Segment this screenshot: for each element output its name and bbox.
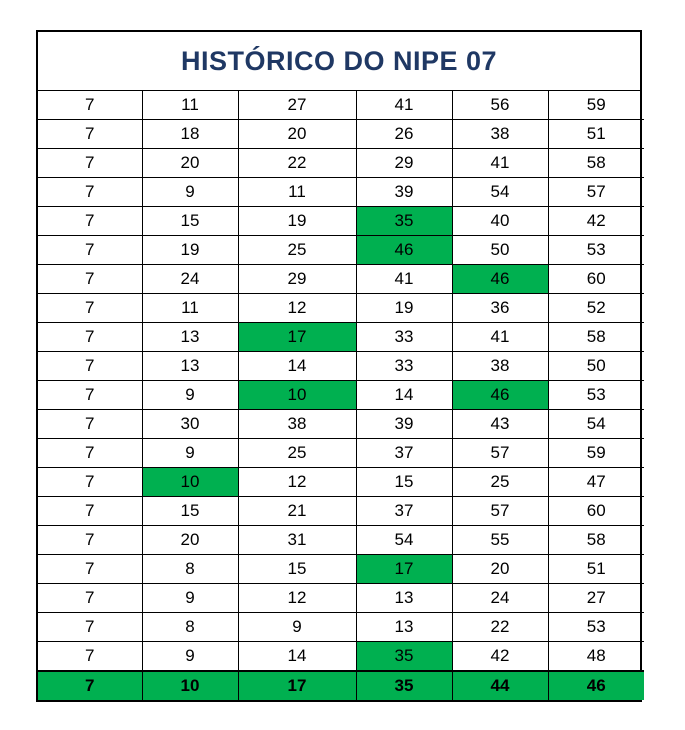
table-cell: 55: [452, 526, 548, 555]
table-row: [38, 120, 644, 149]
table-cell: 7: [38, 352, 142, 381]
table-cell: 9: [142, 381, 238, 410]
table-row: [38, 91, 644, 120]
table-cell: 7: [38, 149, 142, 178]
table-cell: 26: [356, 120, 452, 149]
table-cell: 53: [548, 236, 644, 265]
total-cell: 7: [38, 671, 142, 700]
table-cell: 14: [238, 352, 356, 381]
table-row: [38, 265, 644, 294]
table-cell: 7: [38, 642, 142, 672]
table-row: [38, 439, 644, 468]
table-cell: 9: [142, 178, 238, 207]
table-cell: 9: [238, 613, 356, 642]
total-cell: 44: [452, 671, 548, 700]
table-cell: 11: [238, 178, 356, 207]
table-cell: 9: [142, 642, 238, 672]
table-cell: 39: [356, 410, 452, 439]
table-cell: 36: [452, 294, 548, 323]
table-row: [38, 323, 644, 352]
table-cell: 15: [142, 207, 238, 236]
total-cell: 35: [356, 671, 452, 700]
table-row: [38, 410, 644, 439]
table-cell: 18: [142, 120, 238, 149]
table-cell: 13: [142, 352, 238, 381]
table-cell: 7: [38, 120, 142, 149]
table-cell: 41: [452, 149, 548, 178]
table-cell: 7: [38, 497, 142, 526]
table-cell: 60: [548, 265, 644, 294]
table-cell: 58: [548, 149, 644, 178]
table-row: [38, 178, 644, 207]
highlighted-cell: 35: [356, 642, 452, 672]
table-cell: 7: [38, 613, 142, 642]
highlighted-cell: 17: [356, 555, 452, 584]
table-cell: 7: [38, 439, 142, 468]
table-cell: 41: [356, 91, 452, 120]
table-cell: 42: [548, 207, 644, 236]
table-cell: 33: [356, 323, 452, 352]
table-row: [38, 555, 644, 584]
table-cell: 11: [142, 294, 238, 323]
table-row: [38, 642, 644, 672]
table-cell: 25: [452, 468, 548, 497]
table-cell: 37: [356, 439, 452, 468]
table-cell: 52: [548, 294, 644, 323]
table-cell: 57: [452, 497, 548, 526]
total-cell: 46: [548, 671, 644, 700]
table-cell: 7: [38, 265, 142, 294]
highlighted-cell: 10: [142, 468, 238, 497]
table-cell: 38: [452, 352, 548, 381]
table-cell: 24: [452, 584, 548, 613]
history-sheet: [36, 30, 642, 702]
table-cell: 20: [142, 149, 238, 178]
table-cell: 7: [38, 381, 142, 410]
table-cell: 7: [38, 584, 142, 613]
table-cell: 53: [548, 613, 644, 642]
table-cell: 59: [548, 439, 644, 468]
table-row: [38, 584, 644, 613]
table-cell: 43: [452, 410, 548, 439]
table-cell: 39: [356, 178, 452, 207]
table-row: [38, 207, 644, 236]
table-cell: 7: [38, 468, 142, 497]
table-cell: 21: [238, 497, 356, 526]
table-cell: 24: [142, 265, 238, 294]
table-cell: 20: [142, 526, 238, 555]
highlighted-cell: 35: [356, 207, 452, 236]
table-cell: 56: [452, 91, 548, 120]
table-cell: 51: [548, 120, 644, 149]
table-cell: 58: [548, 526, 644, 555]
table-cell: 7: [38, 236, 142, 265]
table-cell: 59: [548, 91, 644, 120]
table-cell: 20: [238, 120, 356, 149]
highlighted-cell: 46: [356, 236, 452, 265]
table-cell: 41: [356, 265, 452, 294]
table-row: [38, 381, 644, 410]
table-cell: 41: [452, 323, 548, 352]
table-cell: 14: [238, 642, 356, 672]
table-cell: 30: [142, 410, 238, 439]
table-cell: 12: [238, 584, 356, 613]
table-cell: 15: [142, 497, 238, 526]
table-cell: 37: [356, 497, 452, 526]
highlighted-cell: 10: [238, 381, 356, 410]
table-cell: 54: [548, 410, 644, 439]
table-cell: 29: [356, 149, 452, 178]
table-cell: 25: [238, 439, 356, 468]
table-cell: 48: [548, 642, 644, 672]
table-cell: 33: [356, 352, 452, 381]
table-cell: 7: [38, 323, 142, 352]
table-row: [38, 497, 644, 526]
table-cell: 31: [238, 526, 356, 555]
table-cell: 54: [356, 526, 452, 555]
table-cell: 19: [356, 294, 452, 323]
highlighted-cell: 46: [452, 381, 548, 410]
table-cell: 7: [38, 207, 142, 236]
table-cell: 27: [238, 91, 356, 120]
table-row: [38, 149, 644, 178]
table-cell: 50: [548, 352, 644, 381]
table-cell: 54: [452, 178, 548, 207]
table-cell: 25: [238, 236, 356, 265]
table-cell: 12: [238, 294, 356, 323]
sheet-title: HISTÓRICO DO NIPE 07: [38, 32, 640, 91]
table-cell: 40: [452, 207, 548, 236]
table-cell: 20: [452, 555, 548, 584]
table-cell: 57: [452, 439, 548, 468]
table-cell: 53: [548, 381, 644, 410]
table-cell: 15: [238, 555, 356, 584]
table-cell: 9: [142, 439, 238, 468]
table-cell: 22: [238, 149, 356, 178]
table-cell: 38: [452, 120, 548, 149]
table-cell: 29: [238, 265, 356, 294]
table-cell: 22: [452, 613, 548, 642]
history-table: [38, 91, 644, 700]
table-cell: 9: [142, 584, 238, 613]
table-row: [38, 352, 644, 381]
table-cell: 7: [38, 555, 142, 584]
table-cell: 13: [142, 323, 238, 352]
total-row: [38, 671, 644, 700]
table-cell: 47: [548, 468, 644, 497]
table-cell: 27: [548, 584, 644, 613]
table-cell: 58: [548, 323, 644, 352]
table-cell: 19: [142, 236, 238, 265]
total-cell: 10: [142, 671, 238, 700]
table-cell: 12: [238, 468, 356, 497]
highlighted-cell: 17: [238, 323, 356, 352]
table-cell: 38: [238, 410, 356, 439]
table-cell: 13: [356, 613, 452, 642]
table-row: [38, 236, 644, 265]
table-cell: 57: [548, 178, 644, 207]
table-cell: 50: [452, 236, 548, 265]
table-row: [38, 613, 644, 642]
table-cell: 19: [238, 207, 356, 236]
table-cell: 8: [142, 613, 238, 642]
table-row: [38, 294, 644, 323]
table-cell: 7: [38, 294, 142, 323]
table-cell: 13: [356, 584, 452, 613]
table-cell: 42: [452, 642, 548, 672]
table-cell: 14: [356, 381, 452, 410]
table-row: [38, 468, 644, 497]
table-cell: 60: [548, 497, 644, 526]
table-cell: 11: [142, 91, 238, 120]
table-cell: 7: [38, 526, 142, 555]
table-cell: 7: [38, 91, 142, 120]
table-cell: 15: [356, 468, 452, 497]
table-cell: 7: [38, 178, 142, 207]
table-row: [38, 526, 644, 555]
table-cell: 51: [548, 555, 644, 584]
highlighted-cell: 46: [452, 265, 548, 294]
total-cell: 17: [238, 671, 356, 700]
table-cell: 8: [142, 555, 238, 584]
table-cell: 7: [38, 410, 142, 439]
